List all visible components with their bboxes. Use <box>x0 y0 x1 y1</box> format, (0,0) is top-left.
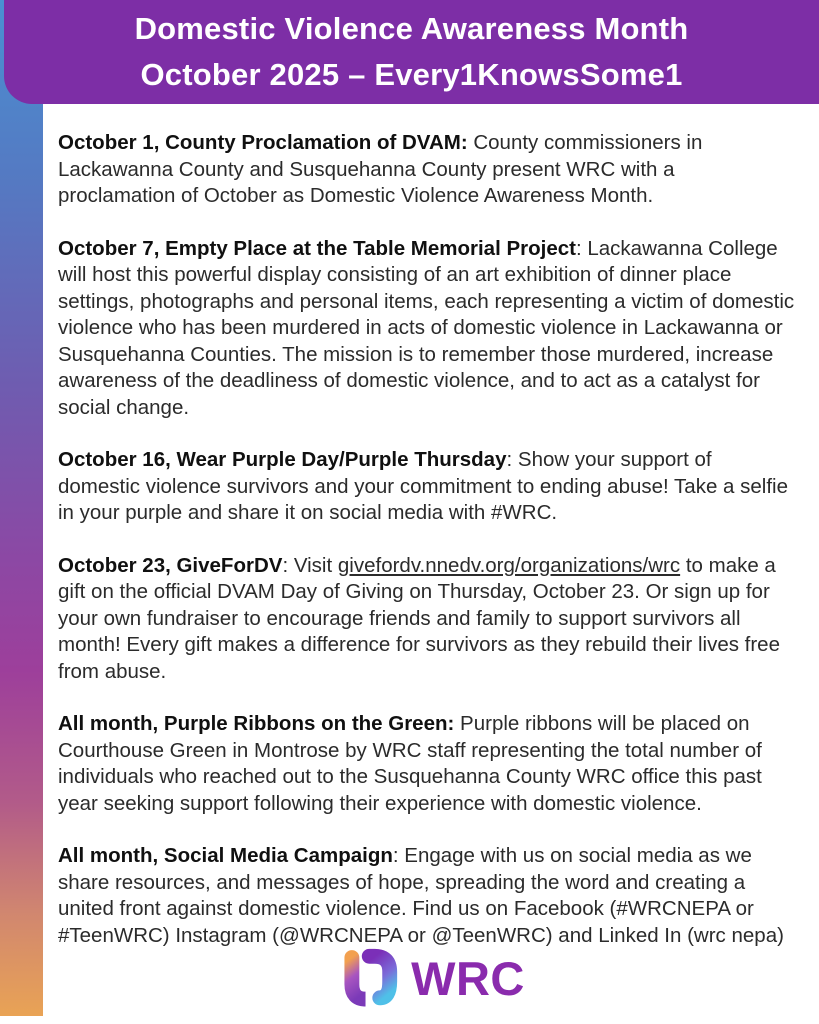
event-body: : Visit <box>282 553 338 577</box>
event-body: County commissioners in Lackawanna County and Susquehanna County present WRC with a proclamation of October as Domestic Violence Awareness Month. <box>58 131 703 207</box>
event-paragraph-october-1 <box>58 130 795 210</box>
page-title-line-2: October 2025 – Every1KnowsSome1 <box>140 57 683 92</box>
event-body: Purple ribbons will be placed on Courthouse Green in Montrose by WRC staff representing the total number of individuals who reached out to the Susquehanna County WRC office this past year seeking support following their experience with domestic violence. <box>58 712 762 815</box>
wrc-logo-text: WRC <box>411 951 525 1005</box>
givefordv-link[interactable]: givefordv.nnedv.org/organizations/wrc <box>337 553 681 577</box>
event-paragraph-social-media <box>58 843 795 949</box>
event-heading: October 1, County Proclamation of DVAM: <box>58 131 468 154</box>
event-list <box>58 130 795 975</box>
event-paragraph-october-7 <box>58 236 795 422</box>
event-heading: All month, Social Media Campaign <box>58 844 393 867</box>
event-paragraph-october-23 <box>58 553 795 686</box>
event-body: : Engage with us on social media as we share resources, and messages of hope, spreading the word and creating a united front against domestic violence. Find us on Facebook (#WRCNEPA or #TeenWRC) Instagram (@WRCNEPA or @TeenWRC) and Linked In (wrc nepa) <box>58 844 784 947</box>
event-body: : Show your support of domestic violence survivors and your commitment to ending abuse! Take a selfie in your purple and share it on social media with #WRC. <box>58 448 789 524</box>
event-paragraph-purple-ribbons <box>58 711 795 817</box>
wrc-logo <box>43 946 819 1010</box>
header-banner <box>4 0 819 104</box>
gradient-side-strip <box>0 0 43 1016</box>
event-heading: October 7, Empty Place at the Table Memorial Project <box>58 236 576 260</box>
event-body: to make a gift on the official DVAM Day of Giving on Thursday, October 23. Or sign up for your own fundraiser to encourage friends and family to support survivors all month! Every gift makes a difference for survivors as they rebuild their lives free from abuse. <box>58 553 780 683</box>
page-title-line-1: Domestic Violence Awareness Month <box>134 11 689 46</box>
event-body: : Lackawanna College will host this powerful display consisting of an art exhibition of dinner place settings, photographs and personal items, each representing a victim of domestic violence who has been murdered in acts of domestic violence in Lackawanna or Susquehanna Counties. The mission is to remember those murdered, increase awareness of the deadliness of domestic violence, and to act as a catalyst for social change. <box>58 236 795 419</box>
event-paragraph-october-16 <box>58 447 795 527</box>
event-heading: All month, Purple Ribbons on the Green: <box>58 712 455 735</box>
event-heading: October 23, GiveForDV <box>58 553 283 577</box>
event-heading: October 16, Wear Purple Day/Purple Thursday <box>58 448 507 471</box>
wrc-logo-icon <box>337 946 399 1010</box>
